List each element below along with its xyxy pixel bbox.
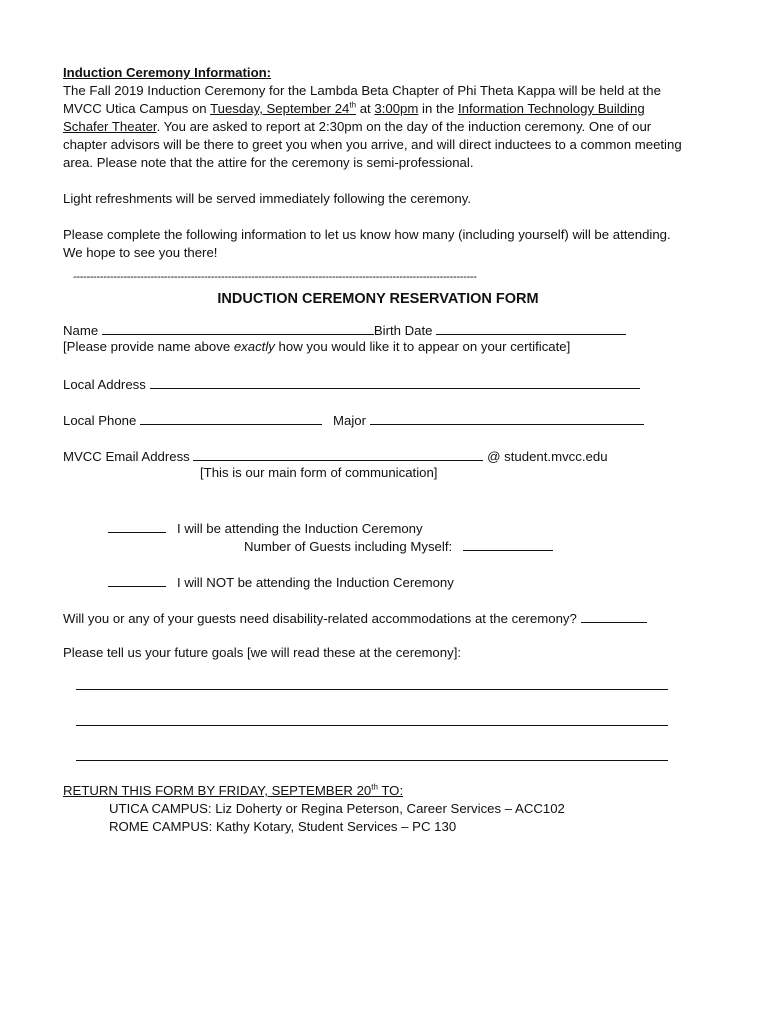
birth-date-field[interactable] [436,320,626,335]
guests-row [63,536,693,554]
info-paragraph-1 [63,82,693,172]
accommodations-field[interactable] [581,608,647,623]
major-label: Major [333,413,366,428]
ceremony-location: Information Technology Building Schafer Theater [63,101,645,134]
name-note-start: [Please provide name above [63,339,234,354]
accommodations-row [63,608,693,626]
return-utica: UTICA CAMPUS: Liz Doherty or Regina Peterson, Career Services – ACC102 [109,801,565,816]
not-attending-check-field[interactable] [108,572,166,587]
ceremony-date-suffix: th [349,100,357,110]
ceremony-date-text: Tuesday, September 24 [210,101,350,116]
name-note [63,338,693,356]
ceremony-time: 3:00pm [374,101,419,116]
email-field[interactable] [193,446,483,461]
goals-line-1[interactable] [76,688,668,690]
phone-major-row [63,410,693,428]
return-heading-suffix: th [371,782,378,792]
address-label: Local Address [63,377,146,392]
birth-date-label: Birth Date [373,323,433,338]
guests-label: Number of Guests including Myself: [244,539,453,554]
email-domain: @ student.mvcc.edu [487,449,608,464]
info-p1-at: at [356,101,375,116]
accommodations-label: Will you or any of your guests need disability-related accommodations at the ceremony? [63,611,577,626]
return-rome: ROME CAMPUS: Kathy Kotary, Student Services – PC 130 [109,819,457,834]
name-row [63,320,693,338]
phone-label: Local Phone [63,413,137,428]
info-heading: Induction Ceremony Information: [63,65,272,80]
email-row [63,446,693,464]
email-label: MVCC Email Address [63,449,190,464]
info-paragraph-2: Light refreshments will be served immediately following the ceremony. [63,191,472,206]
major-field[interactable] [370,410,644,425]
info-paragraph-3: Please complete the following information to let us know how many (including yourself) will be attending. We hope to see you there! [63,227,671,260]
address-field[interactable] [150,374,640,389]
info-p1-in: in the [418,101,458,116]
guests-count-field[interactable] [463,536,553,551]
document-page [63,64,693,836]
name-field[interactable] [102,320,374,335]
attending-check-field[interactable] [108,518,166,533]
attending-label: I will be attending the Induction Ceremony [177,521,423,536]
not-attending-row [63,572,693,590]
info-p1-rest: . You are asked to report at 2:30pm on the day of the induction ceremony. One of our chapter advisors will be there to greet you when you arrive, and will direct inductees to a common meeting area. Please note that the attire for the ceremony is semi-professional. [63,119,682,170]
phone-field[interactable] [140,410,322,425]
goals-answer-area [63,662,693,782]
goals-line-3[interactable] [76,759,668,761]
address-row [63,374,693,392]
goals-label: Please tell us your future goals [we will read these at the ceremony]: [63,645,462,660]
goals-line-2[interactable] [76,724,668,726]
email-note: [This is our main form of communication] [200,465,438,480]
ceremony-date [210,101,356,116]
info-p1-intro: The Fall 2019 Induction Ceremony for the Lambda Beta Chapter of Phi Theta Kappa will be held at the MVCC Utica Campus on [63,83,661,116]
form-title: INDUCTION CEREMONY RESERVATION FORM [217,291,539,307]
return-heading [63,782,693,800]
name-note-end: how you would like it to appear on your certificate] [274,339,571,354]
name-label: Name [63,323,99,338]
name-note-emphasis: exactly [233,339,275,354]
return-heading-text: RETURN THIS FORM BY FRIDAY, SEPTEMBER 20 [63,783,372,798]
cut-line-separator: ------------------------------------------------------------------------------------------------------------------------ [73,271,477,283]
attending-row [63,518,693,536]
return-heading-to: TO: [377,783,404,798]
not-attending-label: I will NOT be attending the Induction Ceremony [177,575,454,590]
